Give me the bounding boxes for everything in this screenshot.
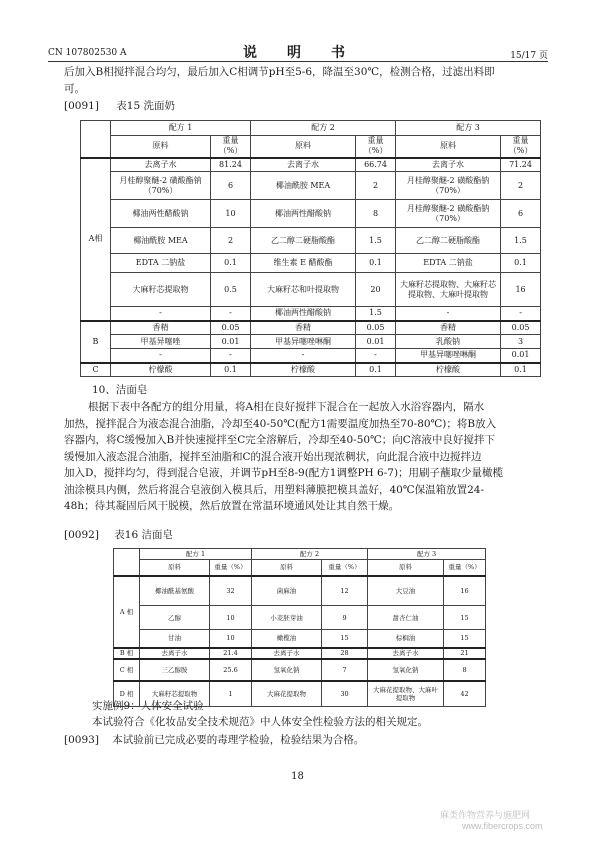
page-indicator: 15/17 页	[510, 51, 548, 61]
table-cell: 0.05	[356, 321, 396, 335]
intro-line: 可。	[64, 82, 85, 95]
table-cell: 25.6	[210, 659, 252, 681]
page-header	[48, 42, 548, 62]
table-cell: 0.1	[356, 254, 396, 273]
formula-header: 配方 1	[140, 549, 252, 560]
table-cell: 21.4	[210, 648, 252, 659]
watermark-text: 麻类作物营养与施肥网	[440, 811, 531, 821]
table-cell: 0.1	[356, 363, 396, 377]
intro-line: 后加入B相搅拌混合均匀，最后加入C相调节pH至5-6，降温至30℃，检测合格，过滤出料即	[64, 66, 495, 78]
table15-caption: 表15 洗面奶	[116, 100, 175, 112]
table-cell: 月桂醇聚醚-2 磺酸酯钠（70%）	[396, 172, 501, 200]
body-line: 容器内，将C缓慢加入B并快速搅拌至C完全溶解后，冷却至40-50℃；向C溶液中良好搅拌下	[64, 434, 495, 446]
document-title: 说 明 书	[243, 45, 353, 61]
table-cell: 大豆油	[368, 576, 444, 606]
table-cell: 10	[211, 200, 251, 228]
table-cell: 12	[322, 576, 368, 606]
phase-label: C 相	[114, 659, 140, 681]
table-cell: 2	[501, 172, 541, 200]
table-cell: 甲基异噻唑	[111, 335, 211, 349]
table-cell: 氢氧化钠	[368, 659, 444, 681]
corner-cell	[81, 121, 111, 158]
table-cell: 16	[444, 576, 486, 606]
table-cell: -	[111, 349, 211, 363]
table-cell: 去离子水	[140, 648, 210, 659]
phase-label: C	[81, 363, 111, 377]
col-header: 原料	[251, 136, 356, 158]
table-cell: 9	[322, 606, 368, 630]
body-line: 加热，搅拌混合为液态混合油脂，冷却至40-50℃(配方1需要温度加热至70-80℃)；将B放入	[64, 417, 497, 430]
table-cell: 去离子水	[396, 158, 501, 172]
formula-header: 配方 3	[396, 121, 541, 136]
table-cell: 去离子水	[111, 158, 211, 172]
intro-paragraph	[64, 64, 554, 97]
phase-label: D 相	[114, 681, 140, 707]
table-cell: -	[211, 307, 251, 321]
table-cell: 柠檬酸	[396, 363, 501, 377]
table-cell: -	[501, 307, 541, 321]
table-cell: 椰油酰基氨酸	[140, 576, 210, 606]
table-cell: 15	[444, 606, 486, 630]
table-cell: 3	[501, 335, 541, 349]
section10-body	[64, 399, 554, 515]
table-cell: 28	[322, 648, 368, 659]
table-cell: 32	[210, 576, 252, 606]
col-header: 原料	[252, 560, 322, 576]
table-cell: 大麻籽芯提取物、大麻籽芯提取物、大麻叶提取物	[396, 273, 501, 307]
table-cell: 乙二醇二硬脂酸酯	[251, 228, 356, 254]
table-cell: 乳酸钠	[396, 335, 501, 349]
body-line: 加入D，搅拌均匀，得到混合皂液，并调节pH至8-9(配方1调整PH 6-7)；用刷子蘸取少量橄榄	[64, 467, 504, 479]
table-cell: 椰油酰胺 MEA	[251, 172, 356, 200]
col-header: 重量（%）	[501, 136, 541, 158]
table-cell: 香精	[111, 321, 211, 335]
table-cell: 氢氧化钠	[252, 659, 322, 681]
table-cell: 0.05	[211, 321, 251, 335]
table-cell: 乙二醇二硬脂酸酯	[396, 228, 501, 254]
table-cell: -	[356, 349, 396, 363]
col-header: 重量（%）	[356, 136, 396, 158]
table-cell: 10	[210, 630, 252, 648]
table-cell: 66.74	[356, 158, 396, 172]
table-cell: -	[211, 349, 251, 363]
example9-line2-wrap	[64, 732, 364, 748]
watermark-url: www.fibercrops.com	[462, 821, 543, 831]
table-cell: 0.01	[501, 349, 541, 363]
col-header: 原料	[396, 136, 501, 158]
table-cell: 棕榈油	[368, 630, 444, 648]
table-cell: 0.01	[356, 335, 396, 349]
table-cell: 0.01	[211, 335, 251, 349]
table-cell: 71.24	[501, 158, 541, 172]
table-cell: 椰油两性醋酸钠	[251, 307, 356, 321]
formula-header: 配方 3	[368, 549, 486, 560]
formula-header: 配方 1	[111, 121, 251, 136]
para-number: [0091]	[64, 100, 99, 112]
table-cell: 椰油两性醋酸钠	[111, 200, 211, 228]
table-cell: 81.24	[211, 158, 251, 172]
col-header: 原料	[111, 136, 211, 158]
table-cell: 8	[356, 200, 396, 228]
table-cell: 柠檬酸	[251, 363, 356, 377]
phase-label: A 相	[114, 576, 140, 648]
table-cell: 15	[444, 630, 486, 648]
body-line: 缓慢加入液态混合油脂，搅拌至油脂和C的混合液开始出现浓稠状，向此混合液中边搅拌边	[64, 450, 482, 463]
table-cell: EDTA 二钠盐	[396, 254, 501, 273]
formula-header: 配方 2	[251, 121, 396, 136]
body-line: 根据下表中各配方的组分用量，将A相在良好搅拌下混合在一起放入水浴容器内，隔水	[88, 401, 485, 413]
table-cell: 菌麻油	[252, 576, 322, 606]
formula-header: 配方 2	[252, 549, 368, 560]
header-rule	[48, 61, 548, 62]
table-cell: 1	[210, 681, 252, 707]
col-header: 重量（%）	[211, 136, 251, 158]
table-cell: 甜杏仁油	[368, 606, 444, 630]
table-cell: 橄榄油	[252, 630, 322, 648]
example9-title: 实施例9：人体安全试验	[92, 700, 204, 712]
table16	[113, 548, 486, 707]
table-cell: -	[111, 307, 211, 321]
phase-label: B 相	[114, 648, 140, 659]
example9-line2: 本试验前已完成必要的毒理学检验，检验结果为合格。	[112, 734, 365, 746]
table-cell: 月桂醇聚醚-2 磺酸酯钠（70%）	[111, 172, 211, 200]
para-number: [0092]	[64, 529, 99, 541]
col-header: 原料	[140, 560, 210, 576]
table-cell: 月桂醇聚醚-2 磺酸酯钠（70%）	[396, 200, 501, 228]
table15-caption-line	[64, 98, 175, 114]
table-cell: 6	[211, 172, 251, 200]
table-cell: 2	[211, 228, 251, 254]
table-cell: 甲基异噻唑啉酮	[251, 335, 356, 349]
table-cell: 0.1	[501, 254, 541, 273]
table-cell: 柠檬酸	[111, 363, 211, 377]
table15	[80, 120, 541, 377]
table-cell: 10	[210, 606, 252, 630]
table-cell: 42	[444, 681, 486, 707]
table-cell: 15	[322, 630, 368, 648]
table-cell: 0.5	[211, 273, 251, 307]
table-cell: 16	[501, 273, 541, 307]
table-cell: 小麦胚芽油	[252, 606, 322, 630]
table16-caption: 表16 洁面皂	[114, 529, 173, 541]
table-cell: 1.5	[501, 228, 541, 254]
page-number: 18	[291, 771, 304, 782]
table-cell: 大麻籽芯提取物	[111, 273, 211, 307]
table-cell: 0.05	[501, 321, 541, 335]
table-cell: 0.1	[211, 254, 251, 273]
table-cell: 去离子水	[251, 158, 356, 172]
table-cell: 大麻花提取物、大麻叶提取物	[368, 681, 444, 707]
table-cell: 三乙醇胺	[140, 659, 210, 681]
table-cell: 大麻籽芯和叶提取物	[251, 273, 356, 307]
table-cell: 大麻籽芯提取物	[140, 681, 210, 707]
table-cell: 甘油	[140, 630, 210, 648]
table-cell: 去离子水	[252, 648, 322, 659]
table-cell: 香精	[396, 321, 501, 335]
table-cell: 8	[444, 659, 486, 681]
col-header: 重量（%）	[444, 560, 486, 576]
table-cell: 乙醇	[140, 606, 210, 630]
table-cell: 6	[501, 200, 541, 228]
body-line: 48h；待其凝固后风干脱模，然后放置在常温环境通风处让其自然干燥。	[64, 500, 400, 512]
table-cell: 0.1	[211, 363, 251, 377]
table-cell: 0.1	[501, 363, 541, 377]
body-line: 油涂模具内侧，然后将混合皂液倒入模具后，用塑料薄膜把模具盖好，40℃保温箱放置24-	[64, 483, 485, 496]
table-cell: 维生素 E 醋酸酯	[251, 254, 356, 273]
col-header: 原料	[368, 560, 444, 576]
table-cell: EDTA 二钠盐	[111, 254, 211, 273]
table-cell: 30	[322, 681, 368, 707]
table-cell: 椰油两性醋酸钠	[251, 200, 356, 228]
table-cell: 20	[356, 273, 396, 307]
corner-cell	[114, 549, 140, 576]
table16-caption-line	[64, 527, 173, 543]
table-cell: 21	[444, 648, 486, 659]
table-cell: 2	[356, 172, 396, 200]
patent-number: CN 107802530 A	[48, 48, 127, 58]
section10-title: 10、洁面皂	[92, 384, 148, 396]
table-cell: 香精	[251, 321, 356, 335]
phase-label: B	[81, 321, 111, 363]
para-number: [0093]	[64, 734, 99, 746]
table-cell: -	[251, 349, 356, 363]
table-cell: 7	[322, 659, 368, 681]
table-cell: 去离子水	[368, 648, 444, 659]
table-cell: 1.5	[356, 228, 396, 254]
col-header: 重量（%）	[210, 560, 252, 576]
table-cell: -	[396, 307, 501, 321]
example9-line1: 本试验符合《化妆品安全技术规范》中人体安全性检验方法的相关规定。	[92, 716, 428, 728]
table-cell: 甲基异噻唑啉酮	[396, 349, 501, 363]
phase-label: A相	[81, 158, 111, 321]
table-cell: 1.5	[356, 307, 396, 321]
col-header: 重量（%）	[322, 560, 368, 576]
table-cell: 大麻花提取物	[252, 681, 322, 707]
table-cell: 椰油酰胺 MEA	[111, 228, 211, 254]
